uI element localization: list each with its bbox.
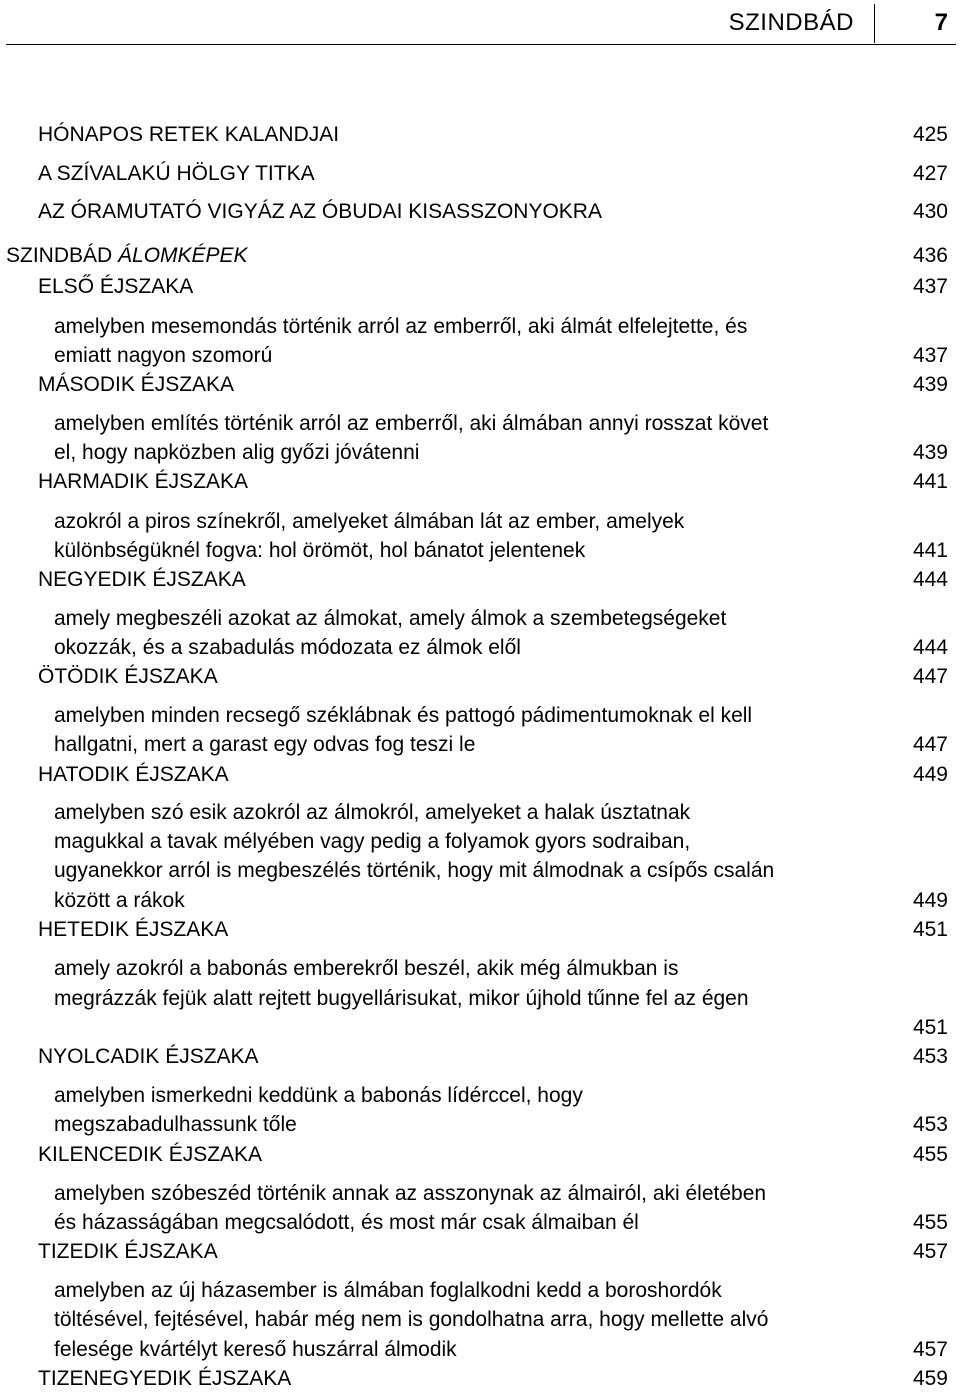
- toc-page-number: 441: [912, 470, 948, 493]
- toc-entry-description: amelyben minden recsegő széklábnak és pattogó pádimentumoknak el kell: [54, 704, 753, 727]
- toc-entry-description: okozzák, és a szabadulás módozata ez álmok elől: [54, 636, 521, 659]
- toc-entry-title: NEGYEDIK ÉJSZAKA: [38, 568, 246, 591]
- toc-entry-description: különbségüknél fogva: hol örömöt, hol bánatot jelentenek: [54, 539, 586, 562]
- toc-entry-title: TIZEDIK ÉJSZAKA: [38, 1240, 218, 1263]
- toc-page-number: 444: [912, 636, 948, 659]
- toc-page-number: 437: [912, 275, 948, 298]
- toc-page-number: 453: [912, 1045, 948, 1068]
- toc-entry-description: amelyben szóbeszéd történik annak az asszonynak az álmairól, aki életében: [54, 1182, 767, 1205]
- toc-entry-title: HARMADIK ÉJSZAKA: [38, 470, 249, 493]
- toc-page-number: 437: [912, 344, 948, 367]
- toc-page-number: 451: [912, 918, 948, 941]
- running-header: [0, 0, 960, 46]
- page-number: 7: [934, 9, 948, 36]
- toc-entry-title: HETEDIK ÉJSZAKA: [38, 918, 229, 941]
- toc-entry-description: ugyanekkor arról is megbeszélés történik, hogy mit álmodnak a csípős csalán: [54, 859, 775, 882]
- toc-entry-title: TIZENEGYEDIK ÉJSZAKA: [38, 1367, 292, 1390]
- toc-page-number: 457: [912, 1338, 948, 1361]
- toc-entry-description: amelyben ismerkedni keddünk a babonás lídérccel, hogy: [54, 1084, 583, 1107]
- toc-entry-title: HÓNAPOS RETEK KALANDJAI: [38, 123, 340, 146]
- toc-page-number: 451: [912, 1016, 948, 1039]
- toc-entry-description: hallgatni, mert a garast egy odvas fog teszi le: [54, 733, 476, 756]
- toc-page-number: 441: [912, 539, 948, 562]
- toc-entry-description: amelyben említés történik arról az emberről, aki álmában annyi rosszat követ: [54, 412, 769, 435]
- toc-entry-description: emiatt nagyon szomorú: [54, 344, 273, 367]
- toc-entry-description: amelyben az új házasember is álmában foglalkodni kedd a boroshordók: [54, 1279, 722, 1302]
- toc-section-title-italic: ÁLOMKÉPEK: [118, 244, 248, 267]
- toc-page-number: 425: [912, 123, 948, 146]
- toc-page-number: 455: [912, 1211, 948, 1234]
- toc-entry-description: el, hogy napközben alig győzi jóvátenni: [54, 441, 420, 464]
- toc-entry-title: ÖTÖDIK ÉJSZAKA: [38, 665, 218, 688]
- toc-entry-title: NYOLCADIK ÉJSZAKA: [38, 1045, 259, 1068]
- toc-entry-description: megrázzák fejük alatt rejtett bugyellárisukat, mikor újhold tűnne fel az égen: [54, 987, 749, 1010]
- header-rule: [6, 44, 956, 45]
- toc-page-number: 430: [912, 200, 948, 223]
- toc-entry-description: amely megbeszéli azokat az álmokat, amely álmok a szembetegségeket: [54, 607, 727, 630]
- toc-page-number: 453: [912, 1113, 948, 1136]
- toc-section-title: [6, 241, 248, 270]
- toc-entry-description: között a rákok: [54, 889, 185, 912]
- toc-page-number: 439: [912, 441, 948, 464]
- toc-entry-description: magukkal a tavak mélyében vagy pedig a folyamok gyors sodraiban,: [54, 830, 691, 853]
- toc-page-number: 447: [912, 733, 948, 756]
- toc-section-title-plain: SZINDBÁD: [6, 244, 119, 267]
- toc-entry-title: HATODIK ÉJSZAKA: [38, 763, 229, 786]
- toc-page-number: 455: [912, 1143, 948, 1166]
- toc-entry-description: azokról a piros színekről, amelyeket álmában lát az ember, amelyek: [54, 510, 685, 533]
- toc-entry-description: és házasságában megcsalódott, és most már csak álmaiban él: [54, 1211, 639, 1234]
- running-header-title: SZINDBÁD: [728, 9, 854, 36]
- toc-entry-description: felesége kvártélyt kereső huszárral álmodik: [54, 1338, 457, 1361]
- toc-page-number: 457: [912, 1240, 948, 1263]
- toc-entry-title: A SZÍVALAKÚ HÖLGY TITKA: [38, 162, 315, 185]
- toc-entry-title: KILENCEDIK ÉJSZAKA: [38, 1143, 263, 1166]
- toc-entry-description: amely azokról a babonás emberekről beszél, akik még álmukban is: [54, 957, 679, 980]
- toc-entry-description: amelyben mesemondás történik arról az emberről, aki álmát elfelejtette, és: [54, 315, 748, 338]
- toc-page-number: 444: [912, 568, 948, 591]
- toc-entry-title: MÁSODIK ÉJSZAKA: [38, 373, 235, 396]
- toc-page-number: 436: [912, 244, 948, 267]
- toc-entry-description: töltésével, fejtésével, habár még nem is gondolhatna arra, hogy mellette alvó: [54, 1308, 769, 1331]
- toc-entry-title: AZ ÓRAMUTATÓ VIGYÁZ AZ ÓBUDAI KISASSZONYOKRA: [38, 200, 602, 223]
- toc-page-number: 439: [912, 373, 948, 396]
- toc-page-number: 459: [912, 1367, 948, 1390]
- toc-page-number: 427: [912, 162, 948, 185]
- toc-entry-description: amelyben szó esik azokról az álmokról, amelyeket a halak úsztatnak: [54, 801, 691, 824]
- toc-page-number: 449: [912, 763, 948, 786]
- toc-page-number: 447: [912, 665, 948, 688]
- toc-entry-description: megszabadulhassunk tőle: [54, 1113, 297, 1136]
- toc-entry-title: ELSŐ ÉJSZAKA: [38, 275, 194, 298]
- toc-page-number: 449: [912, 889, 948, 912]
- header-divider: [874, 4, 875, 43]
